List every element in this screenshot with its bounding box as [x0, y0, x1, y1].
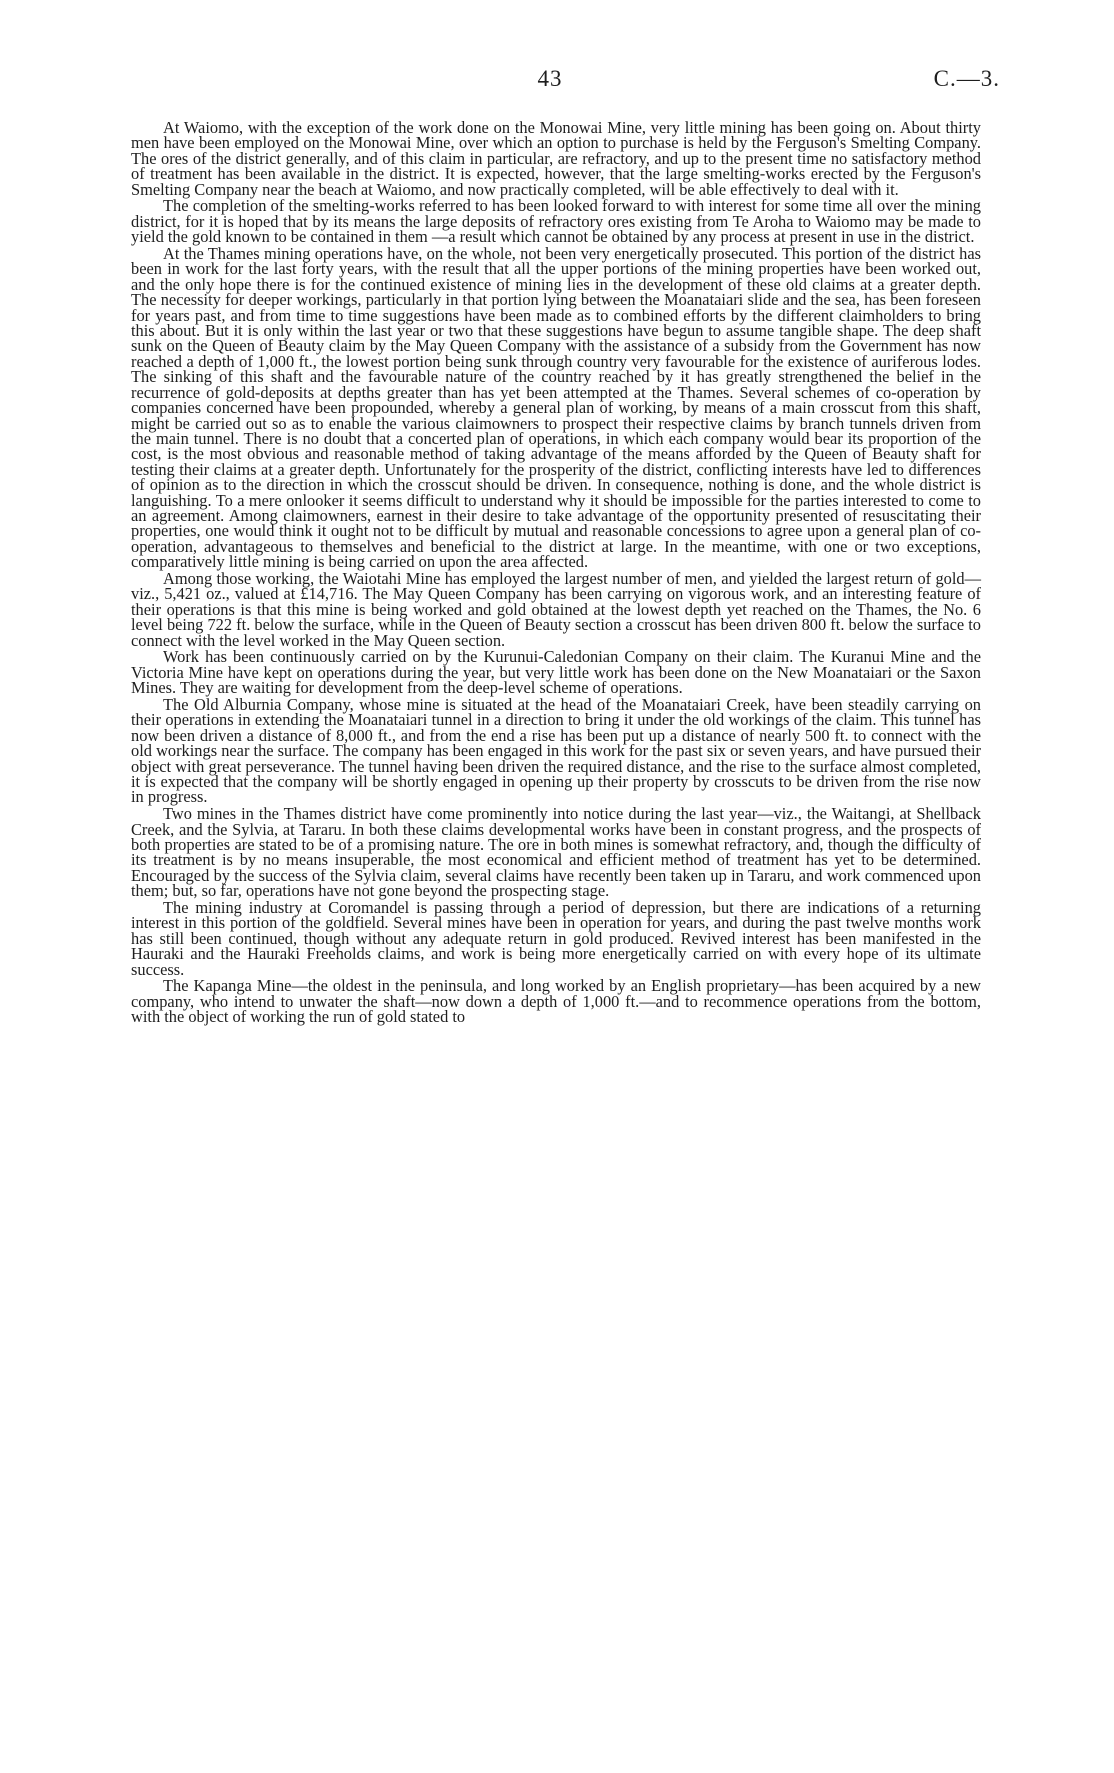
paragraph-waiotahi-mine: Among those working, the Waiotahi Mine has employed the largest number of men, and yielded the largest return of gold—viz., 5,421 oz., valued at £14,716. The May Queen Company has been carrying on vigorous work, and an interesting feature of their operations is that this mine is being worked and gold obtained at the lowest depth yet reached on the Thames, the No. 6 level being 722 ft. below the surface, while in the Queen of Beauty section a crosscut has been driven 800 ft. below the surface to connect with the level worked in the May Queen section.: [131, 568, 981, 650]
document-reference: C.—3.: [933, 66, 1000, 91]
paragraph-kapanga-mine: The Kapanga Mine—the oldest in the peninsula, and long worked by an English proprietary—has been acquired by a new company, who intend to unwater the shaft—now down a depth of 1,000 ft.—and to recommence operations from the bottom, with the object of working the run of gold stated to: [131, 976, 981, 1027]
paragraph-smelting-works: The completion of the smelting-works referred to has been looked forward to with interest for some time all over the mining district, for it is hoped that by its means the large deposits of refractory ores existing from Te Aroha to Waiomo may be made to yield the gold known to be contained in them —a result which cannot be obtained by any process at present in use in the district.: [131, 196, 981, 247]
paragraph-old-alburnia: The Old Alburnia Company, whose mine is situated at the head of the Moanataiari Creek, have been steadily carrying on their operations in extending the Moanataiari tunnel in a direction to bring it under the old workings of the claim. This tunnel has now been driven a distance of 8,000 ft., and from the end a rise has been put up a distance of nearly 500 ft. to connect with the old workings near the surface. The company has been engaged in this work for the past six or seven years, and have pursued their object with great perseverance. The tunnel having been driven the required distance, and the rise to the surface almost completed, it is expected that the company will be shortly engaged in opening up their property by crosscuts to be driven from the rise now in progress.: [131, 694, 981, 807]
page-number: 43: [537, 66, 563, 91]
paragraph-coromandel: The mining industry at Coromandel is passing through a period of depression, but there are indications of a returning interest in this portion of the goldfield. Several mines have been in operation for years, and during the past twelve months work has still been continued, though without any adequate return in gold produced. Revived interest has been manifested in the Hauraki and the Hauraki Freeholds claims, and work is being more energetically carried on with every hope of its ultimate success.: [131, 898, 981, 979]
paragraph-kurunui-caledonian: Work has been continuously carried on by the Kurunui-Caledonian Company on their claim. The Kuranui Mine and the Victoria Mine have kept on operations during the year, but very little work has been done on the New Moanataiari or the Saxon Mines. They are waiting for development from the deep-level scheme of operations.: [131, 647, 981, 698]
paragraph-waitangi-sylvia: Two mines in the Thames district have come prominently into notice during the last year—viz., the Waitangi, at Shellback Creek, and the Sylvia, at Tararu. In both these claims developmental works have been in constant progress, and the prospects of both properties are stated to be of a promising nature. The ore in both mines is somewhat refractory, and, though the difficulty of its treatment is by no means insuperable, the most economical and efficient method of treatment has yet to be determined. Encouraged by the success of the Sylvia claim, several claims have recently been taken up in Tararu, and work commenced upon them; but, so far, operations have not gone beyond the prospecting stage.: [131, 804, 981, 901]
body-text: [131, 120, 981, 1026]
paragraph-thames-operations: At the Thames mining operations have, on the whole, not been very energetically prosecuted. This portion of the district has been in work for the last forty years, with the result that all the upper portions of the mining properties have been worked out, and the only hope there is for the continued existence of mining lies in the development of these old claims at a greater depth. The necessity for deeper workings, particularly in that portion lying between the Moanataiari slide and the sea, has been foreseen for years past, and from time to time suggestions have been made as to combined efforts by the different claimholders to bring this about. But it is only within the last year or two that these suggestions have begun to assume tangible shape. The deep shaft sunk on the Queen of Beauty claim by the May Queen Company with the assistance of a subsidy from the Government has now reached a depth of 1,000 ft., the lowest portion being sunk through country very favourable for the existence of auriferous lodes. The sinking of this shaft and the favourable nature of the country reached by it has greatly strengthened the belief in the recurrence of gold-deposits at depths greater than has yet been attempted at the Thames. Several schemes of co-operation by companies concerned have been propounded, whereby a general plan of working, by means of a main crosscut from this shaft, might be carried out so as to enable the various claimowners to prospect their respective claims by branch tunnels driven from the main tunnel. There is no doubt that a concerted plan of operations, in which each company would bear its proportion of the cost, is the most obvious and reasonable method of taking advantage of the means afforded by the Queen of Beauty shaft for testing their claims at a greater depth. Unfortunately for the prosperity of the district, conflicting interests have led to differences of opinion as to the direction in which the crosscut should be driven. In consequence, nothing is done, and the whole district is languishing. To a mere onlooker it seems difficult to understand why it should be impossible for the parties interested to come to an agreement. Among claimowners, earnest in their desire to take advantage of the opportunity presented of resuscitating their properties, one would think it ought not to be difficult by mutual and reasonable concessions to agree upon a general plan of co-operation, advantageous to themselves and beneficial to the district at large. In the meantime, with one or two exceptions, comparatively little mining is being carried on upon the area affected.: [131, 244, 981, 572]
paragraph-waiomo: At Waiomo, with the exception of the work done on the Monowai Mine, very little mining has been going on. About thirty men have been employed on the Monowai Mine, over which an option to purchase is held by the Ferguson's Smelting Company. The ores of the district generally, and of this claim in particular, are refractory, and up to the present time no satisfactory method of treatment has been available in the district. It is expected, however, that the large smelting-works erected by the Ferguson's Smelting Company near the beach at Waiomo, and now practically completed, will be able effectively to deal with it.: [131, 118, 981, 199]
